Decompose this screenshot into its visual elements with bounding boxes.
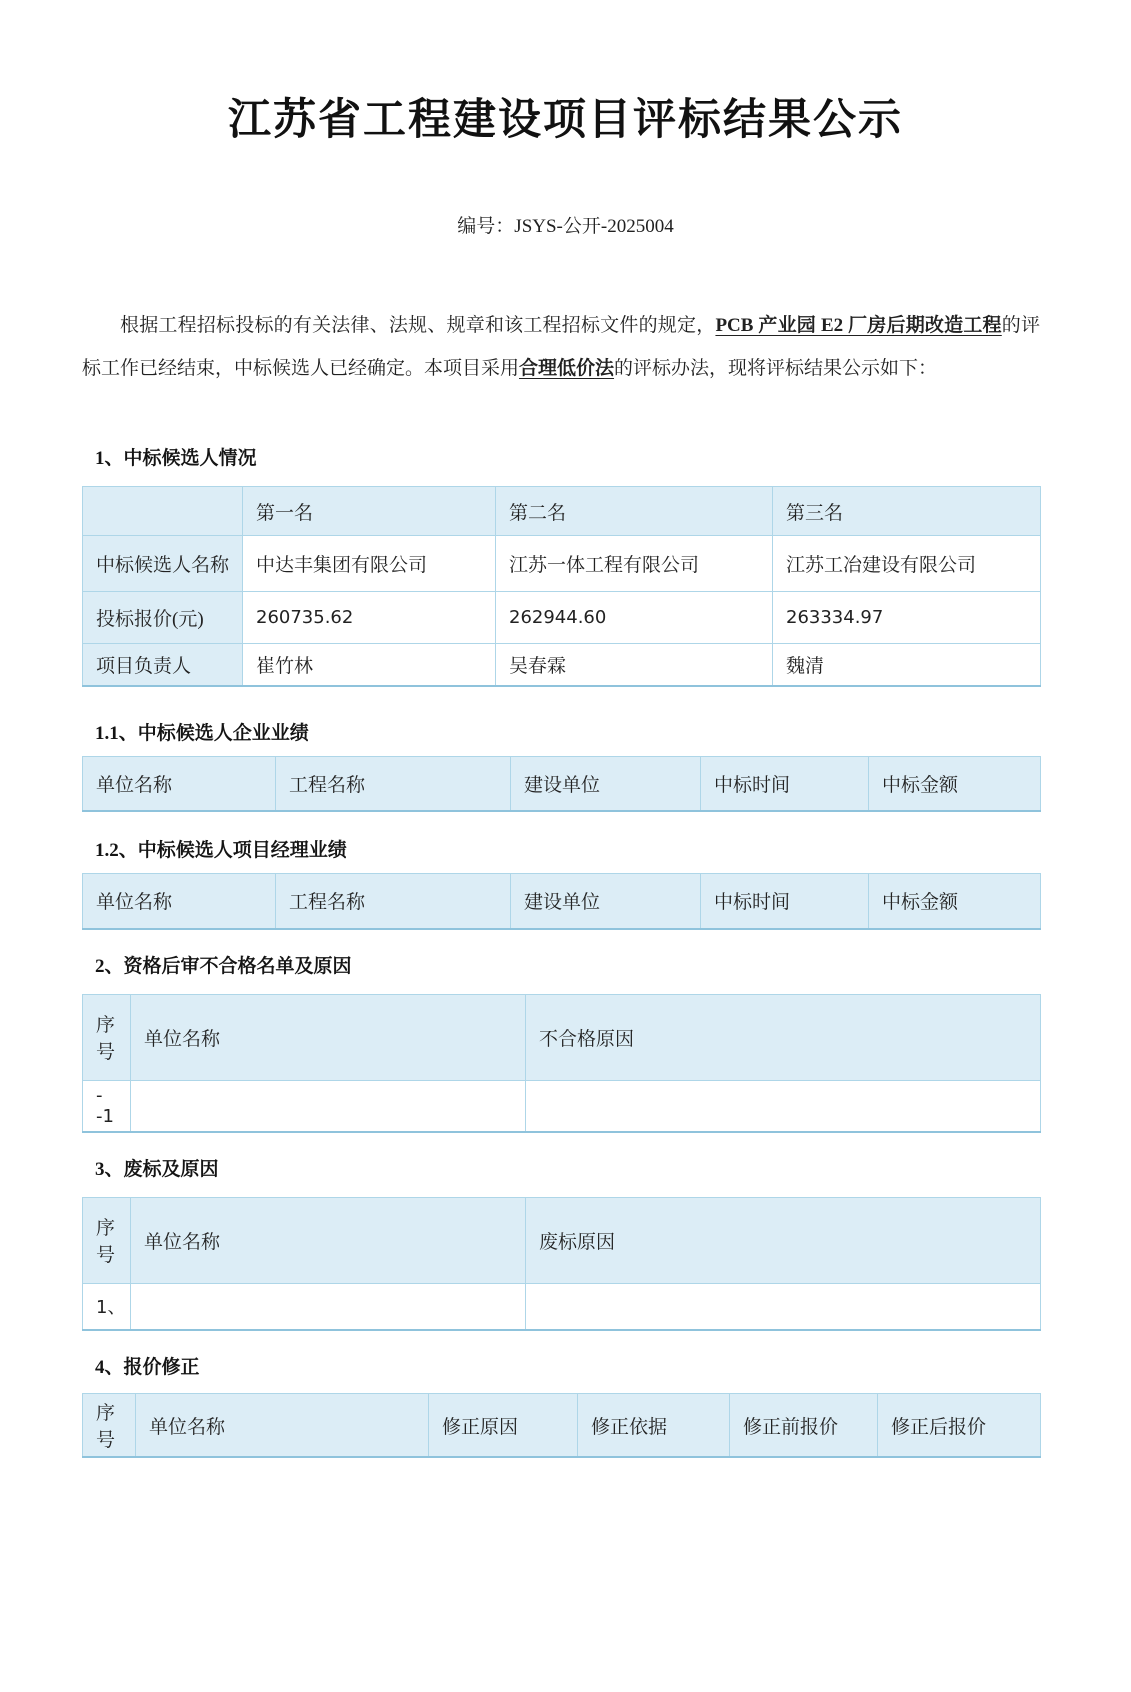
header-construction-unit: 建设单位 — [511, 756, 701, 811]
header-project-name: 工程名称 — [276, 756, 511, 811]
header-project-name: 工程名称 — [276, 874, 511, 929]
table-row — [83, 644, 1041, 686]
section-2-heading: 2、资格后审不合格名单及原因 — [95, 955, 352, 977]
header-unit-name: 单位名称 — [131, 1197, 526, 1283]
bid-price-2: 262944.60 — [496, 592, 773, 644]
disqualified-list-table — [82, 994, 1041, 1133]
header-rejection-reason: 废标原因 — [526, 1197, 1041, 1283]
table-row — [83, 487, 1041, 536]
header-serial-number: 序号 — [83, 1394, 136, 1458]
header-correction-basis: 修正依据 — [578, 1394, 730, 1458]
corner-cell — [83, 487, 243, 536]
doc-number: 编号：JSYS-公开-2025004 — [457, 216, 674, 237]
table-row — [83, 1080, 1041, 1132]
header-award-amount: 中标金额 — [869, 874, 1041, 929]
header-serial-number: 序号 — [83, 1197, 131, 1283]
header-serial-number: 序号 — [83, 994, 131, 1080]
header-unit-name: 单位名称 — [83, 874, 276, 929]
header-award-amount: 中标金额 — [869, 756, 1041, 811]
header-price-before: 修正前报价 — [730, 1394, 878, 1458]
intro-text-2: 的评标工作已经结束，中标候选人已经确定。本项目采用 — [82, 315, 1040, 379]
header-unit-name: 单位名称 — [83, 756, 276, 811]
rejected-bids-table — [82, 1197, 1041, 1332]
winning-candidates-table — [82, 486, 1041, 687]
table-row — [83, 1283, 1041, 1330]
unit-name-cell — [131, 1283, 526, 1330]
price-correction-table — [82, 1393, 1041, 1458]
table-row — [83, 536, 1041, 592]
project-manager-1: 崔竹林 — [243, 644, 496, 686]
table-row — [83, 1394, 1041, 1458]
table-row — [83, 994, 1041, 1080]
candidate-name-2: 江苏一体工程有限公司 — [496, 536, 773, 592]
section-3-heading: 3、废标及原因 — [95, 1158, 219, 1180]
section-1-2-heading: 1.2、中标候选人项目经理业绩 — [95, 840, 347, 861]
header-award-time: 中标时间 — [701, 874, 869, 929]
project-name-emphasis: PCB 产业园 E2 厂房后期改造工程 — [715, 315, 1002, 336]
rejection-reason-cell — [526, 1283, 1041, 1330]
section-1-1-heading: 1.1、中标候选人企业业绩 — [95, 722, 309, 744]
section-4-heading: 4、报价修正 — [95, 1357, 200, 1378]
bid-price-3: 263334.97 — [773, 592, 1041, 644]
serial-number-cell: 1、 — [83, 1283, 131, 1330]
page-title: 江苏省工程建设项目评标结果公示 — [228, 97, 903, 144]
project-manager-2: 吴春霖 — [496, 644, 773, 686]
disqualify-reason-cell — [526, 1080, 1041, 1132]
row-label-candidate-name: 中标候选人名称 — [83, 536, 243, 592]
manager-performance-table — [82, 873, 1041, 930]
intro-text-1: 根据工程招标投标的有关法律、法规、规章和该工程招标文件的规定， — [120, 315, 716, 336]
header-disqualify-reason: 不合格原因 — [526, 994, 1041, 1080]
unit-name-cell — [131, 1080, 526, 1132]
row-label-bid-price: 投标报价(元) — [83, 592, 243, 644]
header-unit-name: 单位名称 — [131, 994, 526, 1080]
evaluation-method-emphasis: 合理低价法 — [519, 358, 615, 379]
header-correction-reason: 修正原因 — [429, 1394, 578, 1458]
intro-text-3: 的评标办法，现将评标结果公示如下： — [614, 358, 938, 379]
rank-2-header: 第二名 — [496, 487, 773, 536]
rank-1-header: 第一名 — [243, 487, 496, 536]
header-award-time: 中标时间 — [701, 756, 869, 811]
intro-paragraph — [82, 304, 1040, 390]
announcement-document — [0, 92, 1131, 1692]
candidate-name-1: 中达丰集团有限公司 — [243, 536, 496, 592]
rank-3-header: 第三名 — [773, 487, 1041, 536]
section-1-heading: 1、中标候选人情况 — [95, 448, 257, 469]
row-label-project-manager: 项目负责人 — [83, 644, 243, 686]
project-manager-3: 魏清 — [773, 644, 1041, 686]
bid-price-1: 260735.62 — [243, 592, 496, 644]
enterprise-performance-table — [82, 756, 1041, 813]
table-row — [83, 1197, 1041, 1283]
header-price-after: 修正后报价 — [878, 1394, 1041, 1458]
header-unit-name: 单位名称 — [136, 1394, 429, 1458]
table-row — [83, 756, 1041, 811]
serial-number-cell: --1 — [83, 1080, 131, 1132]
table-row — [83, 874, 1041, 929]
candidate-name-3: 江苏工冶建设有限公司 — [773, 536, 1041, 592]
table-row — [83, 592, 1041, 644]
header-construction-unit: 建设单位 — [511, 874, 701, 929]
